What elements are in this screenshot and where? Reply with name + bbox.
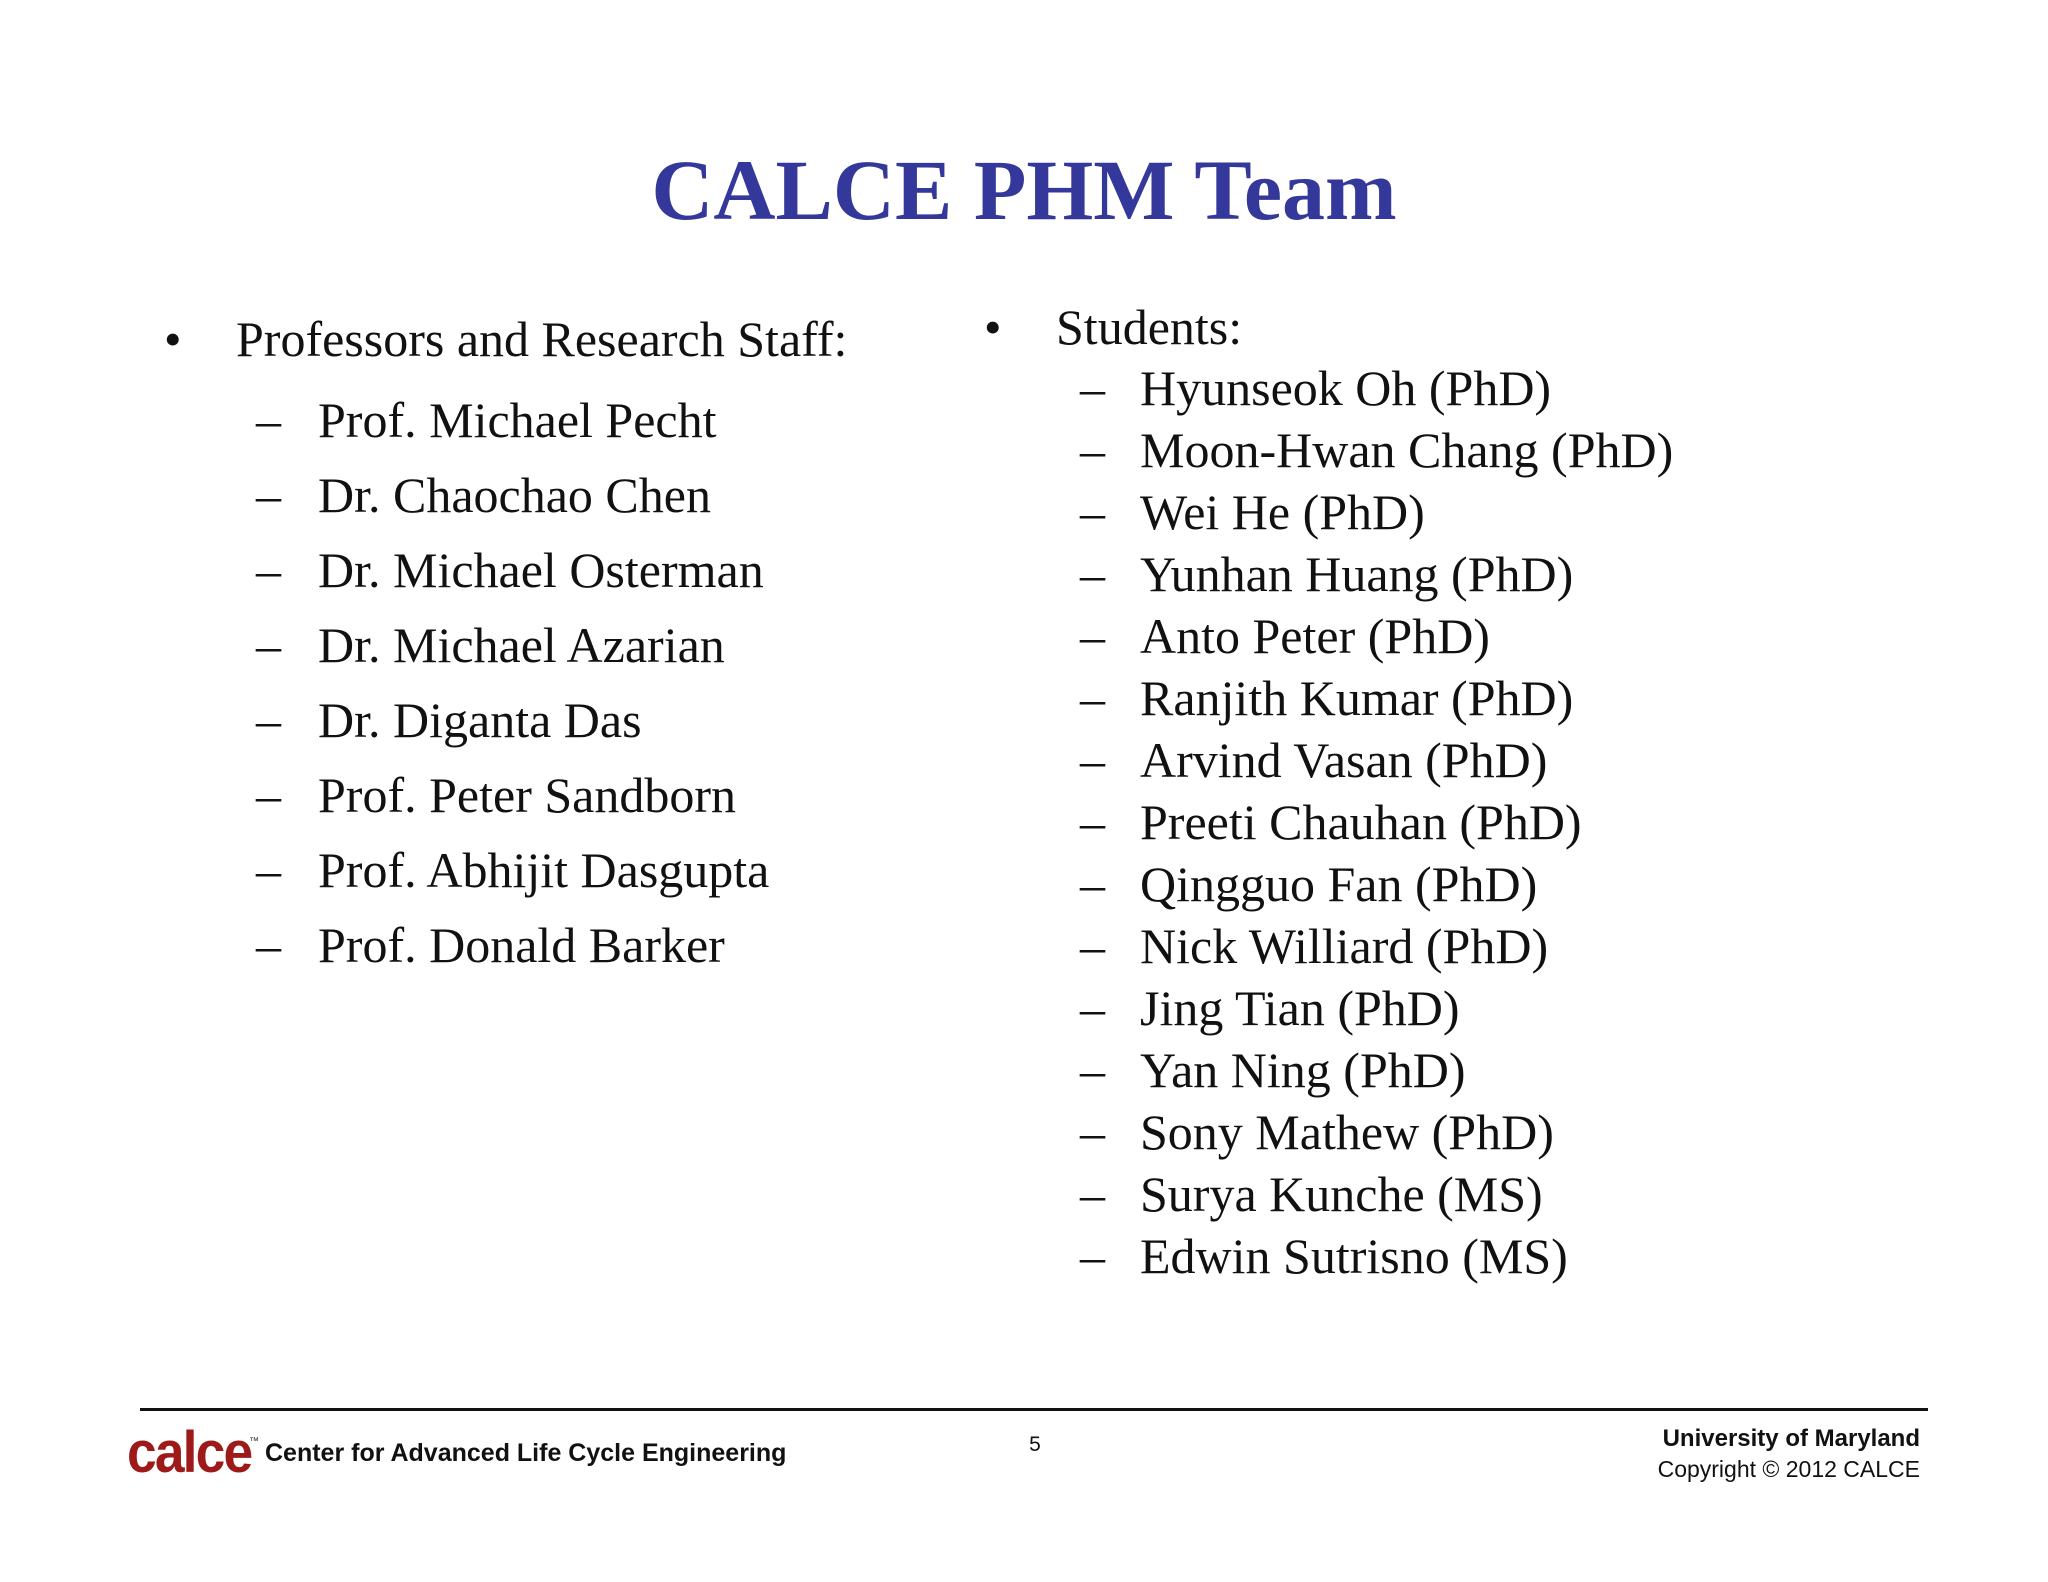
student-member: – Hyunseok Oh (PhD) — [980, 357, 1980, 419]
dash-icon: – — [1080, 918, 1105, 974]
page-number: 5 — [1029, 1433, 1041, 1456]
dash-icon: – — [1080, 1104, 1105, 1160]
dash-icon: – — [256, 692, 281, 748]
student-member: – Sony Mathew (PhD) — [980, 1101, 1980, 1163]
student-member: – Surya Kunche (MS) — [980, 1163, 1980, 1225]
staff-member: – Prof. Michael Pecht — [160, 383, 960, 458]
student-member: – Yunhan Huang (PhD) — [980, 543, 1980, 605]
students-list — [980, 357, 1980, 1287]
dash-icon: – — [1080, 484, 1105, 540]
dash-icon: – — [1080, 422, 1105, 478]
dash-icon: – — [256, 392, 281, 448]
student-member: – Yan Ning (PhD) — [980, 1039, 1980, 1101]
dash-icon: – — [1080, 608, 1105, 664]
staff-member: – Prof. Peter Sandborn — [160, 758, 960, 833]
student-member: – Moon-Hwan Chang (PhD) — [980, 419, 1980, 481]
dash-icon: – — [1080, 670, 1105, 726]
dash-icon: – — [1080, 360, 1105, 416]
staff-heading — [160, 307, 960, 371]
students-column — [980, 295, 1980, 1287]
bullet-icon: • — [984, 299, 1002, 355]
dash-icon: – — [1080, 856, 1105, 912]
bullet-icon: • — [164, 311, 182, 367]
staff-member: – Dr. Chaochao Chen — [160, 458, 960, 533]
staff-member: – Dr. Michael Osterman — [160, 533, 960, 608]
dash-icon: – — [1080, 794, 1105, 850]
staff-member: – Prof. Donald Barker — [160, 908, 960, 983]
student-member: – Qingguo Fan (PhD) — [980, 853, 1980, 915]
student-member: – Edwin Sutrisno (MS) — [980, 1225, 1980, 1287]
dash-icon: – — [256, 467, 281, 523]
dash-icon: – — [256, 617, 281, 673]
dash-icon: – — [1080, 1166, 1105, 1222]
calce-logo: calce — [127, 1420, 252, 1485]
dash-icon: – — [1080, 1042, 1105, 1098]
staff-member: – Dr. Michael Azarian — [160, 608, 960, 683]
footer-organization — [1658, 1424, 1920, 1484]
slide-title: CALCE PHM Team — [651, 142, 1397, 238]
staff-column — [160, 307, 960, 983]
students-heading-label: Students: — [1056, 299, 1243, 355]
dash-icon: – — [256, 842, 281, 898]
dash-icon: – — [1080, 1228, 1105, 1284]
student-member: – Arvind Vasan (PhD) — [980, 729, 1980, 791]
dash-icon: – — [1080, 980, 1105, 1036]
staff-member: – Dr. Diganta Das — [160, 683, 960, 758]
footer-divider — [140, 1408, 1928, 1411]
logo-trademark: ™ — [249, 1436, 259, 1447]
center-name: Center for Advanced Life Cycle Engineering — [265, 1439, 787, 1467]
staff-heading-label: Professors and Research Staff: — [236, 311, 848, 367]
student-member: – Anto Peter (PhD) — [980, 605, 1980, 667]
staff-member: – Prof. Abhijit Dasgupta — [160, 833, 960, 908]
student-member: – Preeti Chauhan (PhD) — [980, 791, 1980, 853]
students-heading — [980, 295, 1980, 359]
dash-icon: – — [1080, 732, 1105, 788]
copyright-notice: Copyright © 2012 CALCE — [1657, 1456, 1920, 1482]
university-name: University of Maryland — [1662, 1425, 1920, 1452]
dash-icon: – — [256, 767, 281, 823]
staff-list — [160, 383, 960, 983]
student-member: – Nick Williard (PhD) — [980, 915, 1980, 977]
dash-icon: – — [256, 542, 281, 598]
student-member: – Wei He (PhD) — [980, 481, 1980, 543]
student-member: – Ranjith Kumar (PhD) — [980, 667, 1980, 729]
student-member: – Jing Tian (PhD) — [980, 977, 1980, 1039]
dash-icon: – — [1080, 546, 1105, 602]
dash-icon: – — [256, 917, 281, 973]
